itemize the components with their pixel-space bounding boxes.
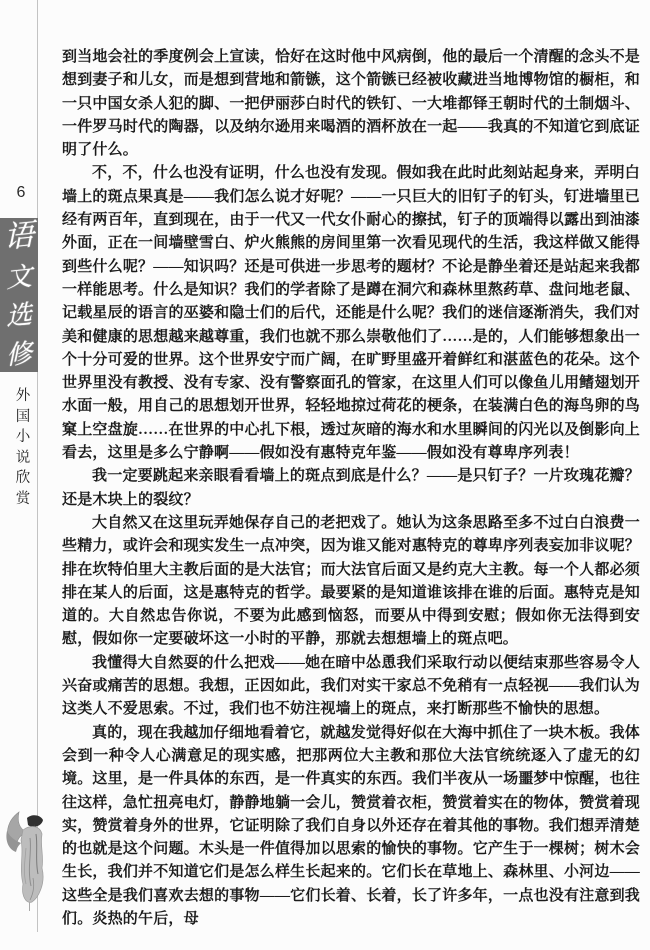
sidebar-divider-line: [37, 0, 38, 932]
subtitle-char: 说: [15, 449, 31, 466]
series-title-block: [0, 218, 38, 372]
series-char-yu: 语: [3, 218, 35, 255]
winged-victory-statue-image: [2, 808, 58, 912]
paragraph: 不，不，什么也没有证明，什么也没有发现。假如我在此时此刻站起身来，弄明白墙上的斑点果真是——我们怎么说才好呢？——一只巨大的旧钉子的钉头，钉进墙里已经有两百年，直到现在，由于一代又一代女仆耐心的擦拭，钉子的顶端得以露出到油漆外面，正在一间墙壁雪白、炉火熊熊的房间里第一次看见现代的生活，我这样做又能得到些什么呢？——知识吗？还是可供进一步思考的题材？不论是静坐着还是站起来我都一样能思考。什么是知识？我们的学者除了是蹲在洞穴和森林里熬药草、盘问地老鼠、记载星辰的语言的巫婆和隐士们的后代，还能是什么呢？我们的迷信逐渐消失，我们对美和健康的思想越来越尊重，我们也就不那么崇敬他们了……是的，人们能够想象出一个十分可爱的世界。这个世界安宁而广阔，在旷野里盛开着鲜红和湛蓝色的花朵。这个世界里没有教授、没有专家、没有警察面孔的管家，在这里人们可以像鱼儿用鳍翅划开水面一般，用自己的思想划开世界，轻轻地掠过荷花的梗条，在装满白色的海鸟卵的鸟窠上空盘旋……在世界的中心扎下根，透过灰暗的海水和水里瞬间的闪光以及倒影向上看去，这里是多么宁静啊——假如没有惠特克年鉴——假如没有尊卑序列表！: [62, 165, 640, 462]
paragraph: 我一定要跳起来亲眼看看墙上的斑点到底是什么？——是只钉子？一片玫瑰花瓣？还是木块上的裂纹？: [62, 468, 640, 508]
page-text: [62, 46, 640, 931]
subtitle-char: 赏: [15, 490, 31, 507]
paragraph: 大自然又在这里玩弄她保存自己的老把戏了。她认为这条思路至多不过白白浪费一些精力，或许会和现实发生一点冲突，因为谁又能对惠特克的尊卑序列表妄加非议呢？排在坎特伯里大主教后面的是大法官；而大法官后面又是约克大主教。每一个人都必须排在某人的后面，这是惠特克的哲学。最要紧的是知道谁该排在谁的后面。惠特克是知道的。大自然忠告你说，不要为此感到恼怒，而要从中得到安慰；假如你无法得到安慰，假如你一定要破坏这一小时的平静，那就去想想墙上的斑点吧。: [62, 514, 640, 648]
paragraph-continued: 到当地会社的季度例会上宣读，恰好在这时他中风病倒，他的最后一个清醒的念头不是想到妻子和儿女，而是想到营地和箭镞，这个箭镞已经被收藏进当地博物馆的橱柜，和一只中国女杀人犯的脚、一把伊丽莎白时代的铁钉、一大堆都铎王朝时代的土制烟斗、一件罗马时代的陶器，以及纳尔逊用来喝酒的酒杯放在一起——我真的不知道它到底证明了什么。: [62, 49, 640, 159]
subtitle-char: 欣: [15, 470, 31, 486]
book-subtitle-vertical: [9, 386, 37, 509]
page-number: 6: [16, 184, 26, 201]
paragraph: 真的，现在我越加仔细地看着它，就越发觉得好似在大海中抓住了一块木板。我体会到一种令人心满意足的现实感，把那两位大主教和那位大法官统统逐入了虚无的幻境。这里，是一件具体的东西，是一件真实的东西。我们半夜从一场噩梦中惊醒，也往往这样，急忙扭亮电灯，静静地躺一会儿，赞赏着衣柜，赞赏着实在的物体，赞赏着现实，赞赏着身外的世界，它证明除了我们自身以外还存在着其他的事物。我们想弄清楚的也就是这个问题。木头是一件值得加以思索的愉快的事物。它产生于一棵树；树木会生长，我们并不知道它们是怎么样生长起来的。它们长在草地上、森林里、小河边——这些全是我们喜欢去想的事物——它们长着、长着，长了许多年，一点也没有注意到我们。炎热的午后，母: [62, 724, 640, 927]
subtitle-char: 外: [15, 388, 31, 404]
series-char-xuan: 选: [5, 299, 33, 332]
series-char-xiu: 修: [5, 338, 33, 371]
statue-icon: [2, 808, 58, 912]
paragraph: 我懂得大自然耍的什么把戏——她在暗中怂恿我们采取行动以便结束那些容易令人兴奋或痛苦的思想。我想，正因如此，我们对实干家总不免稍有一点轻视——我们认为这类人不爱思索。不过，我们也不妨注视墙上的斑点，来打断那些不愉快的思想。: [62, 654, 640, 718]
series-char-wen: 文: [5, 261, 33, 294]
subtitle-char: 国: [15, 408, 31, 425]
subtitle-char: 小: [15, 429, 31, 445]
